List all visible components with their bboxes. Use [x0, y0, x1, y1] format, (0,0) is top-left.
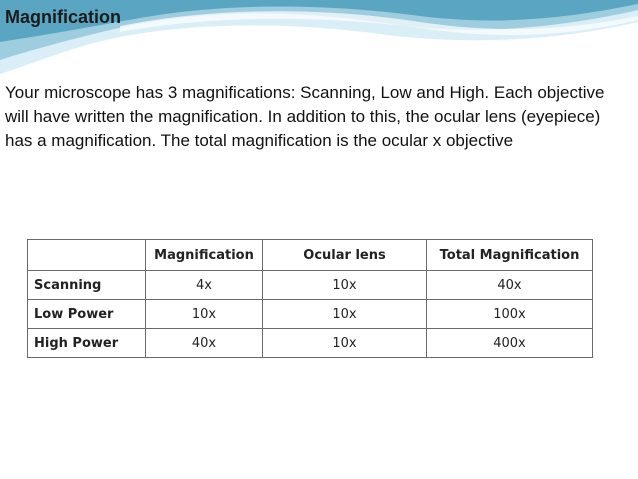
cell-ocular: 10x	[263, 300, 427, 329]
magnification-table-container	[27, 239, 592, 358]
magnification-table	[27, 239, 593, 358]
cell-total: 40x	[427, 271, 593, 300]
table-header-row	[28, 240, 593, 271]
header-cell-blank	[28, 240, 146, 271]
header-cell-total-magnification: Total Magnification	[427, 240, 593, 271]
slide-title: Magnification	[5, 7, 121, 27]
cell-magnification: 40x	[146, 329, 263, 358]
row-label-low-power: Low Power	[28, 300, 146, 329]
cell-magnification: 10x	[146, 300, 263, 329]
table-row	[28, 300, 593, 329]
slide-body-text: Your microscope has 3 magnifications: Scanning, Low and High. Each objective will have written the magnification. In addition to this, the ocular lens (eyepiece) has a magnification. The total magnification is the ocular x objective	[5, 83, 605, 150]
row-label-high-power: High Power	[28, 329, 146, 358]
row-label-scanning: Scanning	[28, 271, 146, 300]
cell-ocular: 10x	[263, 271, 427, 300]
cell-ocular: 10x	[263, 329, 427, 358]
cell-total: 400x	[427, 329, 593, 358]
header-cell-ocular-lens: Ocular lens	[263, 240, 427, 271]
cell-total: 100x	[427, 300, 593, 329]
header-cell-magnification: Magnification	[146, 240, 263, 271]
table-row	[28, 329, 593, 358]
cell-magnification: 4x	[146, 271, 263, 300]
table-row	[28, 271, 593, 300]
